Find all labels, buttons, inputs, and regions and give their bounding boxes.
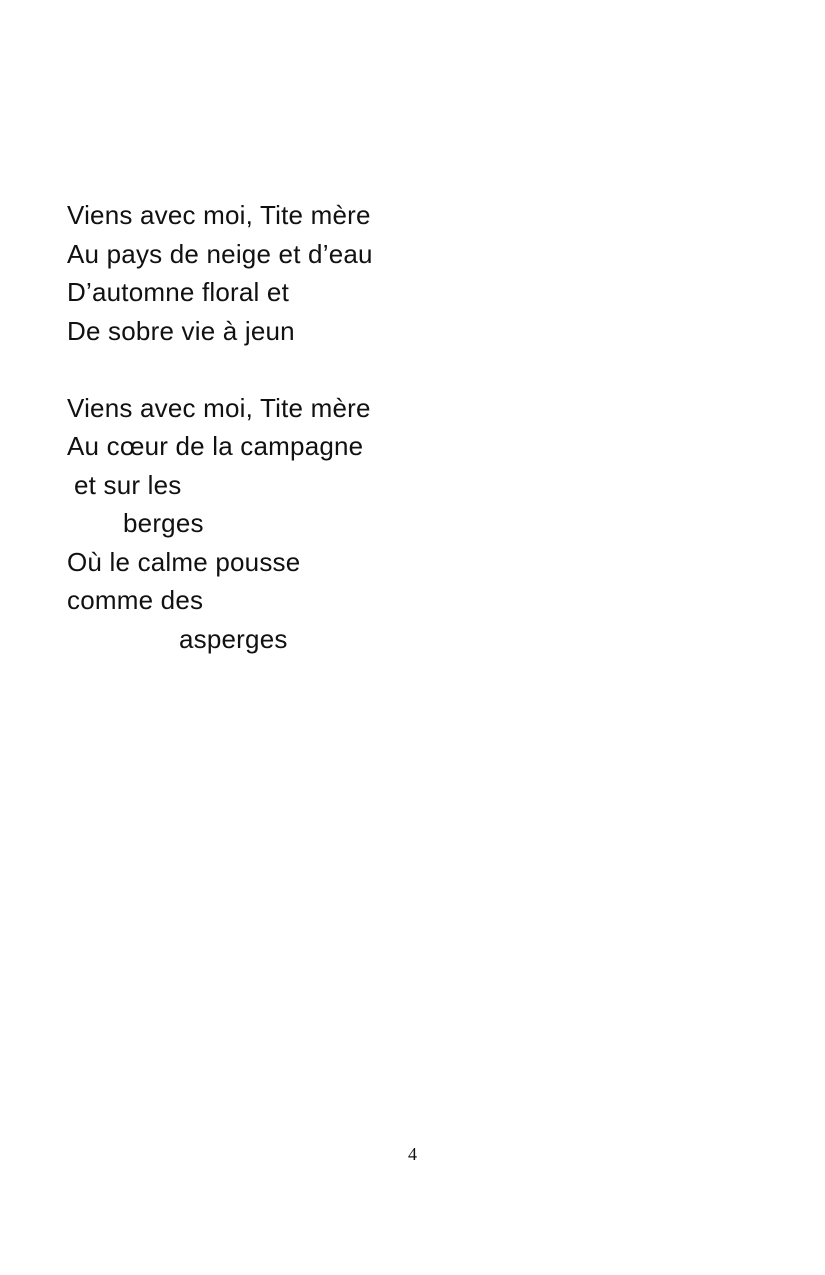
poem-line: et sur les (74, 469, 182, 500)
page-number: 4 (408, 1144, 417, 1164)
poem-line: berges (123, 508, 204, 538)
poem-line: Où le calme pousse (67, 546, 301, 577)
stanza-2 (67, 389, 747, 659)
poem-line: Au cœur de la campagne (67, 431, 364, 461)
poem-line: D’automne floral et (67, 277, 290, 307)
poem-line: asperges (179, 623, 288, 654)
stanza-1 (67, 196, 747, 350)
poem-line: comme des (67, 585, 204, 615)
poem-line: Viens avec moi, Tite mère (67, 392, 371, 423)
poem-line: De sobre vie à jeun (67, 315, 295, 346)
poem-line: Viens avec moi, Tite mère (67, 200, 371, 230)
poem-body (67, 196, 747, 658)
poem-line: Au pays de neige et d’eau (67, 238, 373, 269)
stanza-break (67, 350, 747, 389)
